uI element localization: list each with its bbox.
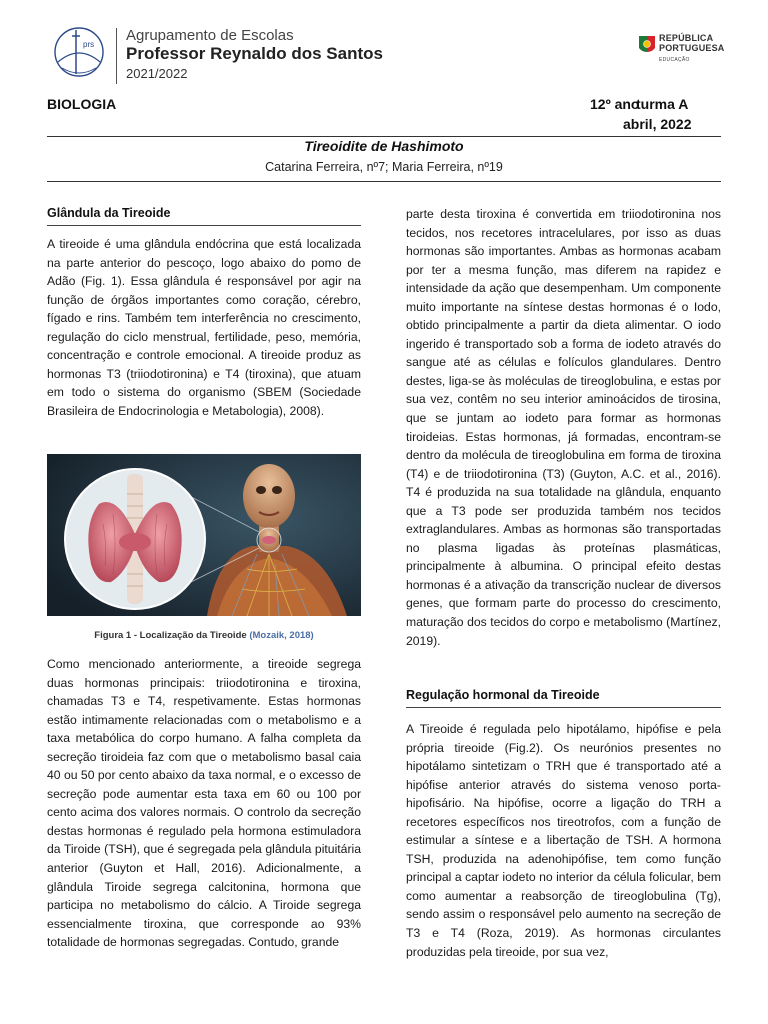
figure-caption-reference: (Mozaik, 2018)	[249, 630, 314, 641]
paragraph: Como mencionado anteriormente, a tireoide segrega duas hormonas principais: triiodotironina e tiroxina, chamadas T3 e T4, respetivamente. Estas hormonas estão intimamente relacionadas com o metabolismo e a taxa metabólica do corpo humano. A falha completa da secreção tiroideia faz com que o metabolismo basal caia 40 ou 50 por cento abaixo da taxa normal, e o excesso de secreção pode aumentar esta taxa em 60 ou 100 por cento acima dos valores normais. O controlo da secreção destas hormonas é regulado pela hormona estimuladora da Tiroide (TSH), que é segregada pela glândula pituitária anterior (Guyton et Hall, 2016). Adicionalmente, a glândula Tiroide segrega calcitonina, hormona que participa no metabolismo do cálcio. A Tiroide segrega essencialmente tiroxina, que corresponde ao 93% totalidade de hormonas segregadas. Contudo, grande	[47, 657, 361, 950]
right-column-bottom	[406, 720, 721, 961]
header-divider	[116, 28, 117, 84]
grade-label: 12º ano	[590, 96, 640, 112]
portugal-flag-icon	[638, 34, 656, 54]
subject-label: BIOLOGIA	[47, 96, 117, 112]
figure-caption-label: Figura 1 - Localização da Tireoide	[94, 630, 250, 641]
paragraph: parte desta tiroxina é convertida em triiodotironina nos tecidos, nos recetores intracelulares, por isso as duas hormonas são importantes. Ambas as hormonas acabam por ter a mesma função, mas diferem na rapidez e intensidade da ação que desempenham. Um componente muito importante na síntese destas hormonas é o Iodo, obtido principalmente a partir da dieta alimentar. O iodo ingerido é transportado sob a forma de iodeto através do sangue até as células e folículos glandulares. Dentro destes, liga-se às moléculas de tireoglobulina, e estas por sua vez, contêm no seu interior aminoácidos de tirosina, que se juntam ao iodeto para formar as hormonas tiroideias. Estas hormonas, já formadas, encontram-se dentro da molécula de tireoglobulina em forma de tiroxina (T4) e de triiodotironina (T3) (Guyton, A.C. et al., 2016). T4 é produzida na sua totalidade na glândula, enquanto que a T3 pode ser produzida também nos tecidos extraglandulares. Ambas as hormonas são transportadas no plasma ligadas às proteínas plasmáticas, principalmente à albumina. O principal efeito destas hormonas é a ativação da transcrição nuclear de diversos genes, que formam parte do processo do crescimento, maturação dos tecidos do corpo e metabolismo (Martínez, 2019).	[406, 207, 721, 648]
left-column-bottom	[47, 655, 361, 952]
republica-line1: REPÚBLICA	[659, 33, 714, 43]
republica-logo	[638, 32, 728, 66]
document-title: Tireoidite de Hashimoto	[304, 138, 464, 154]
republica-name	[659, 33, 725, 53]
school-name-line2: Professor Reynaldo dos Santos	[126, 44, 383, 63]
section-title-glandula: Glândula da Tireoide	[47, 206, 171, 220]
left-column-top	[47, 235, 361, 420]
title-rule	[47, 136, 721, 137]
section-rule-regulacao	[406, 707, 721, 708]
date-label: abril, 2022	[623, 116, 692, 132]
school-year: 2021/2022	[126, 66, 188, 81]
right-column-top	[406, 205, 721, 650]
class-label: turma A	[636, 96, 689, 112]
republica-sub: EDUCAÇÃO	[659, 57, 690, 63]
section-rule-glandula	[47, 225, 361, 226]
authors-line: Catarina Ferreira, nº7; Maria Ferreira, nº19	[265, 160, 503, 174]
svg-text:prs: prs	[83, 40, 95, 49]
thyroid-illustration	[47, 454, 361, 616]
paragraph: A Tireoide é regulada pelo hipotálamo, hipófise e pela própria tireoide (Fig.2). Os neurónios presentes no hipotálamo sintetizam o TRH que é transportado até a hipófise anterior através do sistema venoso porta-hipofisário. Na hipófise, ocorre a ligação do TRH a recetores específicos nos tireotrofos, com a função de estimular a síntese e a libertação de TSH. A hormona TSH, produzida na adenohipófise, tem como função principal a captar iodeto no interior da célula folicular, bem como aumentar a reabsorção de tireoglobulina (Tg), sendo assim o responsável pelo aumento na secreção de T3 e T4 (Roza, 2019). As hormonas circulantes produzidas pela tireoide, por sua vez,	[406, 722, 721, 959]
paragraph: A tireoide é uma glândula endócrina que está localizada na parte anterior do pescoço, logo abaixo do pomo de Adão (Fig. 1). Essa glândula é responsável por agir na função de órgãos importantes como coração, cérebro, fígado e rins. Também tem interferência no crescimento, regulação do ciclo menstrual, fertilidade, peso, memória, concentração e controle emocional. A tireoide produz as hormonas T3 (triiodotironina) e T4 (tiroxina), que atuam em todo o sistema do organismo (SBEM (Sociedade Brasileira de Endocrinologia e Metabologia), 2008).	[47, 237, 361, 418]
authors-rule	[47, 181, 721, 182]
figure-caption	[47, 630, 361, 641]
republica-line2: PORTUGUESA	[659, 43, 725, 53]
school-logo-icon	[50, 22, 108, 84]
section-title-regulacao: Regulação hormonal da Tireoide	[406, 688, 600, 702]
school-name-line1: Agrupamento de Escolas	[126, 27, 294, 44]
